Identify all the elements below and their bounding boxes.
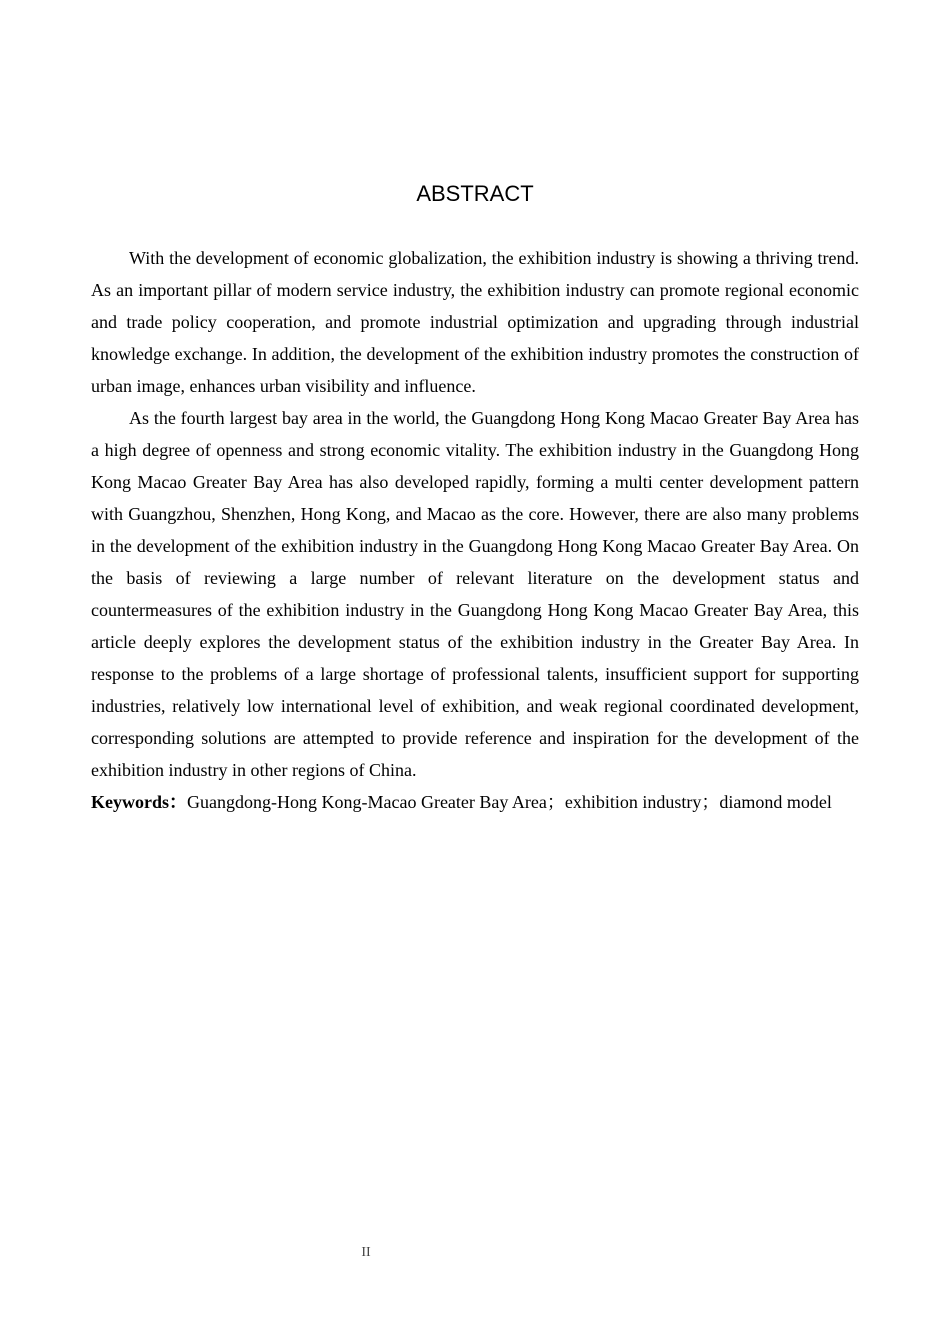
keywords-label: Keywords： xyxy=(91,792,187,812)
abstract-paragraph-1: With the development of economic globalization, the exhibition industry is showing a thriving trend. As an important pillar of modern service industry, the exhibition industry can promote regional economic and trade policy cooperation, and promote industrial optimization and upgrading through industrial knowledge exchange. In addition, the development of the exhibition industry promotes the construction of urban image, enhances urban visibility and influence. xyxy=(91,248,859,396)
abstract-paragraph-2: As the fourth largest bay area in the world, the Guangdong Hong Kong Macao Greater Bay Area has a high degree of openness and strong economic vitality. The exhibition industry in the Guangdong Hong Kong Macao Greater Bay Area has also developed rapidly, forming a multi center development pattern with Guangzhou, Shenzhen, Hong Kong, and Macao as the core. However, there are also many problems in the development of the exhibition industry in the Guangdong Hong Kong Macao Greater Bay Area. On the basis of reviewing a large number of relevant literature on the development status and countermeasures of the exhibition industry in the Guangdong Hong Kong Macao Greater Bay Area, this article deeply explores the development status of the exhibition industry in the Greater Bay Area. In response to the problems of a large shortage of professional talents, insufficient support for supporting industries, relatively low international level of exhibition, and weak regional coordinated development, corresponding solutions are attempted to provide reference and inspiration for the development of the exhibition industry in other regions of China. xyxy=(91,408,859,780)
document-page xyxy=(91,0,859,1344)
keywords-line xyxy=(91,787,859,818)
abstract-body xyxy=(91,242,859,818)
page-number: II xyxy=(361,1245,371,1260)
abstract-title: ABSTRACT xyxy=(416,181,534,206)
keywords-text: Guangdong-Hong Kong-Macao Greater Bay Area；exhibition industry；diamond model xyxy=(187,792,832,812)
